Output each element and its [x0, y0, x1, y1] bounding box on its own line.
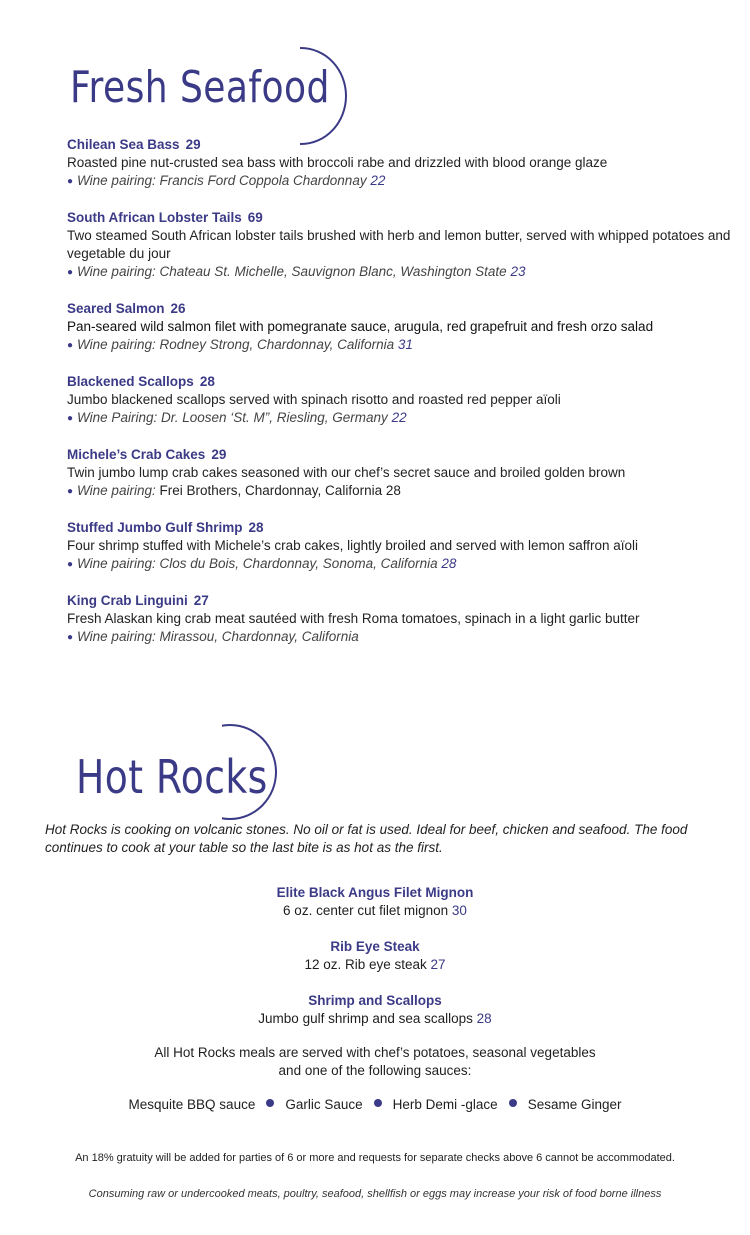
bullet-icon: ●	[67, 486, 74, 497]
bullet-icon: ●	[67, 559, 74, 570]
seafood-menu-list	[67, 136, 737, 665]
bullet-icon: ●	[67, 413, 74, 424]
menu-item	[67, 519, 737, 574]
hot-rocks-item	[0, 938, 750, 974]
item-name: Stuffed Jumbo Gulf Shrimp 28	[67, 520, 264, 535]
sauce-options	[0, 1097, 750, 1112]
menu-item	[67, 209, 737, 282]
bullet-icon	[509, 1099, 517, 1107]
menu-item	[67, 446, 737, 501]
wine-pairing: ● Wine pairing: Francis Ford Coppola Chardonnay 22	[67, 173, 386, 188]
item-description: 12 oz. Rib eye steak 27	[304, 957, 446, 972]
sauce-option: Mesquite BBQ sauce	[128, 1097, 256, 1112]
gratuity-note: An 18% gratuity will be added for parties of 6 or more and requests for separate checks above 6 cannot be accommodated.	[75, 1152, 675, 1164]
item-description: Pan-seared wild salmon filet with pomegranate sauce, arugula, red grapefruit and fresh orzo salad	[67, 319, 654, 334]
item-description: 6 oz. center cut filet mignon 30	[283, 903, 467, 918]
item-name: Chilean Sea Bass 29	[67, 137, 201, 152]
item-name: Blackened Scallops 28	[67, 374, 215, 389]
item-description: Jumbo gulf shrimp and sea scallops 28	[258, 1011, 492, 1026]
wine-pairing: ● Wine pairing: Clos du Bois, Chardonnay, Sonoma, California 28	[67, 556, 457, 571]
sauce-option: Herb Demi -glace	[392, 1097, 498, 1112]
bullet-icon: ●	[67, 267, 74, 278]
wine-pairing: ● Wine pairing: Mirassou, Chardonnay, California	[67, 629, 359, 644]
bullet-icon	[266, 1099, 274, 1107]
item-name: Seared Salmon 26	[67, 301, 186, 316]
bullet-icon: ●	[67, 340, 74, 351]
section-title-hot-rocks: Hot Rocks	[76, 750, 268, 804]
wine-pairing: ● Wine pairing: Chateau St. Michelle, Sauvignon Blanc, Washington State 23	[67, 264, 526, 279]
served-with-note: All Hot Rocks meals are served with chef’s potatoes, seasonal vegetables and one of the following sauces:	[154, 1045, 596, 1078]
item-name: Shrimp and Scallops	[308, 993, 442, 1008]
bullet-icon: ●	[67, 632, 74, 643]
item-name: King Crab Linguini 27	[67, 593, 209, 608]
item-name: Rib Eye Steak	[330, 939, 420, 954]
health-warning: Consuming raw or undercooked meats, poultry, seafood, shellfish or eggs may increase your risk of food borne illness	[88, 1188, 662, 1200]
item-description: Two steamed South African lobster tails brushed with herb and lemon butter, served with whipped potatoes and vegetable du jour	[67, 228, 731, 261]
hot-rocks-intro: Hot Rocks is cooking on volcanic stones. No oil or fat is used. Ideal for beef, chicken and seafood. The food continues to cook at your table so the last bite is as hot as the first.	[45, 822, 688, 855]
menu-item	[67, 136, 737, 191]
item-description: Roasted pine nut-crusted sea bass with broccoli rabe and drizzled with blood orange glaze	[67, 155, 608, 170]
bullet-icon: ●	[67, 176, 74, 187]
item-description: Fresh Alaskan king crab meat sautéed with fresh Roma tomatoes, spinach in a light garlic butter	[67, 611, 640, 626]
sauce-option: Garlic Sauce	[285, 1097, 363, 1112]
item-name: South African Lobster Tails 69	[67, 210, 263, 225]
menu-item	[67, 373, 737, 428]
menu-item	[67, 300, 737, 355]
wine-pairing: ● Wine Pairing: Dr. Loosen ‘St. M”, Riesling, Germany 22	[67, 410, 407, 425]
hot-rocks-item	[0, 992, 750, 1028]
item-description: Twin jumbo lump crab cakes seasoned with our chef’s secret sauce and broiled golden brown	[67, 465, 626, 480]
item-description: Jumbo blackened scallops served with spinach risotto and roasted red pepper aïoli	[67, 392, 561, 407]
item-description: Four shrimp stuffed with Michele’s crab cakes, lightly broiled and served with lemon saffron aïoli	[67, 538, 639, 553]
item-name: Michele’s Crab Cakes 29	[67, 447, 227, 462]
wine-pairing: ● Wine pairing: Frei Brothers, Chardonnay, California 28	[67, 483, 401, 498]
item-name: Elite Black Angus Filet Mignon	[276, 885, 474, 900]
menu-item	[67, 592, 737, 647]
sauce-option: Sesame Ginger	[527, 1097, 622, 1112]
hot-rocks-item	[0, 884, 750, 920]
section-title-fresh-seafood: Fresh Seafood	[70, 62, 330, 113]
bullet-icon	[374, 1099, 382, 1107]
wine-pairing: ● Wine pairing: Rodney Strong, Chardonnay, California 31	[67, 337, 413, 352]
